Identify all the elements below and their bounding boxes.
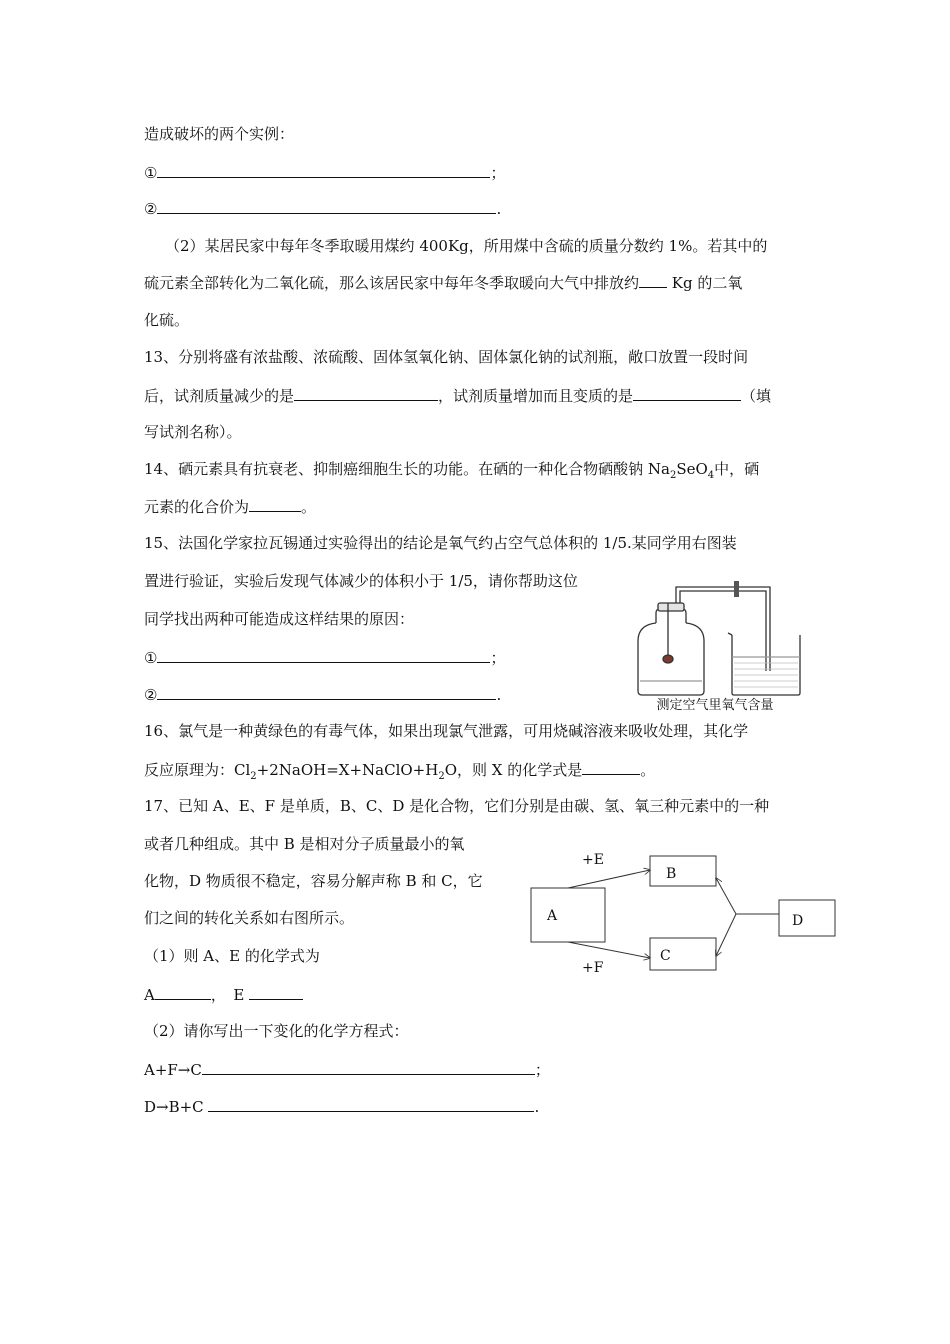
answer-blank[interactable] bbox=[157, 198, 496, 214]
text-line-14: 同学找出两种可能造成这样结果的原因： bbox=[144, 610, 415, 628]
answer-blank[interactable] bbox=[639, 272, 667, 288]
answer-blank[interactable] bbox=[157, 647, 490, 663]
arrow-a-to-c bbox=[568, 942, 650, 958]
text-line-13: 置进行验证，实验后发现气体减少的体积小于 1/5，请你帮助这位 bbox=[144, 572, 578, 590]
answer-blank[interactable] bbox=[208, 1096, 534, 1112]
equation-line-1: A+F→C ； bbox=[144, 1061, 550, 1079]
label-e: +E bbox=[582, 852, 604, 868]
arrow-d-to-b bbox=[716, 878, 736, 914]
apparatus-caption: 测定空气里氧气含量 bbox=[656, 698, 774, 713]
node-c: C bbox=[660, 948, 671, 964]
text-line-8: 后，试剂质量减少的是 ，试剂质量增加而且变质的是 （填 bbox=[144, 387, 772, 405]
question-16: 16、氯气是一种黄绿色的有毒气体，如果出现氯气泄露，可用烧碱溶液来吸收处理，其化学 bbox=[144, 722, 749, 740]
label-f: +F bbox=[582, 960, 604, 976]
answer-line-2: ② . bbox=[144, 200, 502, 218]
answer-line-4: ② . bbox=[144, 686, 502, 704]
text-line-24: A ， E bbox=[144, 984, 303, 1005]
answer-blank[interactable] bbox=[249, 984, 303, 1000]
question-15: 15、法国化学家拉瓦锡通过实验得出的结论是氧气约占空气总体积的 1/5.某同学用右图装 bbox=[144, 534, 737, 552]
text-line-25: （2）请你写出一下变化的化学方程式： bbox=[144, 1022, 409, 1040]
text-line-11: 元素的化合价为 。 bbox=[144, 498, 317, 516]
transformation-diagram bbox=[528, 848, 838, 978]
apparatus-figure bbox=[620, 563, 810, 713]
text-line-9: 写试剂名称）。 bbox=[144, 423, 242, 441]
text-line-23: （1）则 A、E 的化学式为 bbox=[144, 947, 320, 965]
answer-blank[interactable] bbox=[202, 1059, 535, 1075]
answer-line-1: ① ； bbox=[144, 164, 506, 182]
text-line-1: 造成破坏的两个实例： bbox=[144, 125, 295, 143]
text-line-20: 或者几种组成。其中 B 是相对分子质量最小的氧 bbox=[144, 835, 465, 853]
arrow-a-to-b bbox=[568, 870, 650, 888]
text-line-4: （2）某居民家中每年冬季取暖用煤约 400Kg，所用煤中含硫的质量分数约 1%。若其中的 bbox=[165, 237, 768, 255]
text-line-22: 们之间的转化关系如右图所示。 bbox=[144, 909, 355, 927]
answer-blank[interactable] bbox=[157, 684, 496, 700]
node-a: A bbox=[547, 908, 558, 924]
question-13: 13、分别将盛有浓盐酸、浓硫酸、固体氢氧化钠、固体氯化钠的试剂瓶，敞口放置一段时间 bbox=[144, 348, 749, 366]
answer-blank[interactable] bbox=[157, 162, 490, 178]
text-line-5: 硫元素全部转化为二氧化硫，那么该居民家中每年冬季取暖向大气中排放约 Kg 的二氧 bbox=[144, 274, 743, 292]
answer-blank[interactable] bbox=[582, 759, 640, 775]
node-a-box bbox=[531, 888, 605, 942]
node-d: D bbox=[792, 913, 804, 929]
text-line-18: 反应原理为：$Cl_2+2NaOH=X+NaClO+H_2O$，则 X 的化学式是 。 bbox=[144, 761, 656, 782]
text-line-6: 化硫。 bbox=[144, 311, 190, 329]
answer-blank[interactable] bbox=[249, 496, 301, 512]
question-17: 17、已知 A、E、F 是单质，B、C、D 是化合物，它们分别是由碳、氢、氧三种元素中的一种 bbox=[144, 797, 770, 815]
node-d-box bbox=[779, 900, 835, 936]
node-b: B bbox=[666, 866, 677, 882]
text-line-21: 化物，D 物质很不稳定，容易分解声称 B 和 C，它 bbox=[144, 872, 483, 890]
node-b-box bbox=[650, 856, 716, 886]
equation-line-2: D→B+C . bbox=[144, 1098, 540, 1116]
question-14: 14、硒元素具有抗衰老、抑制癌细胞生长的功能。在硒的一种化合物硒酸钠 $Na_2SeO_4$中，硒 bbox=[144, 460, 760, 481]
answer-blank[interactable] bbox=[155, 984, 211, 1000]
answer-blank[interactable] bbox=[294, 385, 438, 401]
answer-line-3: ① ； bbox=[144, 649, 506, 667]
answer-blank[interactable] bbox=[633, 385, 741, 401]
arrow-d-to-c bbox=[716, 914, 736, 956]
